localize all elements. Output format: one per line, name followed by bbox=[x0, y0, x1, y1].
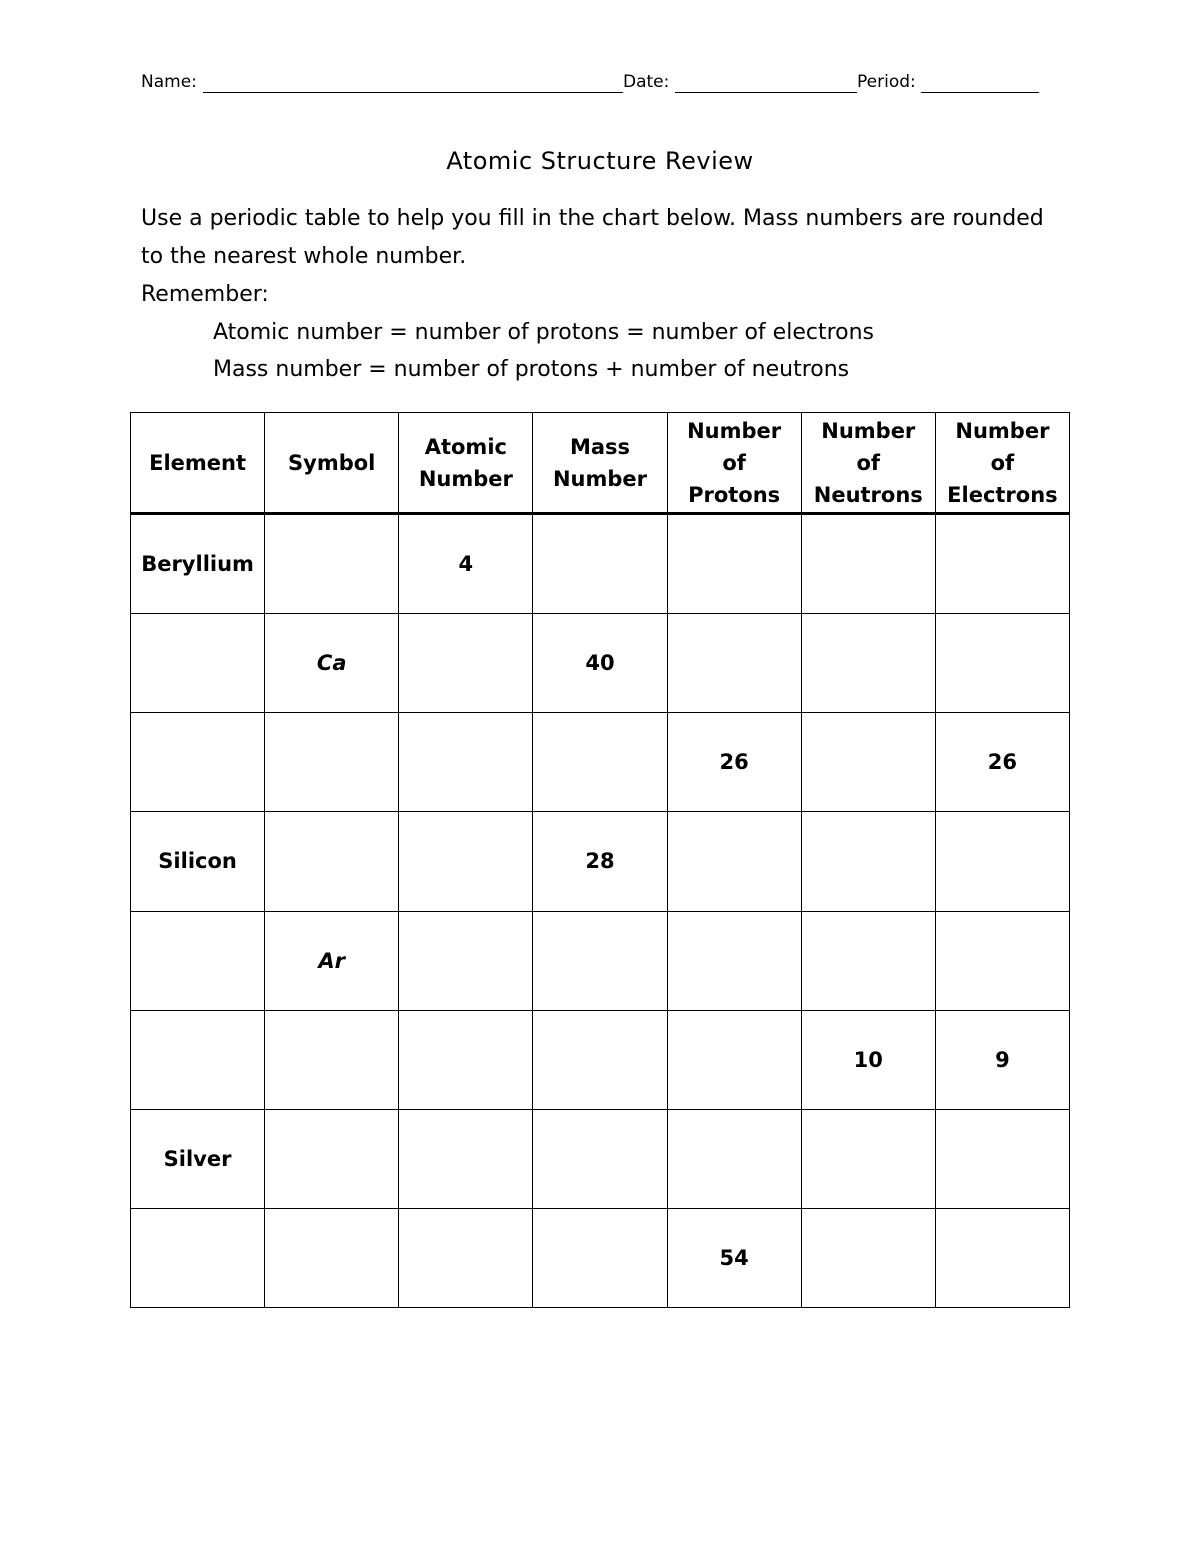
cell-symbol[interactable]: Ca bbox=[265, 614, 399, 713]
cell-symbol[interactable]: Ar bbox=[265, 911, 399, 1010]
cell-neutrons[interactable] bbox=[801, 713, 935, 812]
cell-protons[interactable] bbox=[667, 1010, 801, 1109]
cell-element[interactable] bbox=[131, 1010, 265, 1109]
table-row bbox=[131, 514, 1070, 614]
cell-protons[interactable] bbox=[667, 911, 801, 1010]
table-row bbox=[131, 812, 1070, 911]
cell-mass-number[interactable]: 28 bbox=[533, 812, 667, 911]
cell-neutrons[interactable] bbox=[801, 911, 935, 1010]
cell-mass-number[interactable] bbox=[533, 713, 667, 812]
date-label: Date: bbox=[623, 72, 670, 92]
cell-symbol[interactable] bbox=[265, 812, 399, 911]
cell-element[interactable]: Silicon bbox=[131, 812, 265, 911]
cell-atomic-number[interactable]: 4 bbox=[399, 514, 533, 614]
header-atomic-number: Atomic Number bbox=[399, 413, 533, 514]
cell-mass-number[interactable] bbox=[533, 1109, 667, 1208]
table-header-row bbox=[131, 413, 1070, 514]
cell-element[interactable]: Silver bbox=[131, 1109, 265, 1208]
cell-element[interactable] bbox=[131, 1208, 265, 1307]
header-element: Element bbox=[131, 413, 265, 514]
cell-atomic-number[interactable] bbox=[399, 614, 533, 713]
cell-element[interactable] bbox=[131, 713, 265, 812]
cell-electrons[interactable] bbox=[935, 1109, 1069, 1208]
cell-electrons[interactable] bbox=[935, 514, 1069, 614]
cell-symbol[interactable] bbox=[265, 1010, 399, 1109]
cell-protons[interactable]: 54 bbox=[667, 1208, 801, 1307]
cell-atomic-number[interactable] bbox=[399, 812, 533, 911]
header-protons: Number of Protons bbox=[667, 413, 801, 514]
cell-symbol[interactable] bbox=[265, 1109, 399, 1208]
rule-atomic-number: Atomic number = number of protons = number of electrons bbox=[213, 320, 874, 345]
cell-symbol[interactable] bbox=[265, 1208, 399, 1307]
header-neutrons: Number of Neutrons bbox=[801, 413, 935, 514]
cell-neutrons[interactable] bbox=[801, 1208, 935, 1307]
cell-neutrons[interactable]: 10 bbox=[801, 1010, 935, 1109]
cell-electrons[interactable]: 9 bbox=[935, 1010, 1069, 1109]
header-electrons: Number of Electrons bbox=[935, 413, 1069, 514]
cell-symbol[interactable] bbox=[265, 713, 399, 812]
instruction-line-2: to the nearest whole number. bbox=[141, 244, 467, 269]
cell-neutrons[interactable] bbox=[801, 614, 935, 713]
cell-mass-number[interactable] bbox=[533, 1010, 667, 1109]
cell-electrons[interactable] bbox=[935, 911, 1069, 1010]
cell-electrons[interactable] bbox=[935, 1208, 1069, 1307]
table-row bbox=[131, 713, 1070, 812]
student-info-line bbox=[141, 72, 1041, 96]
cell-element[interactable] bbox=[131, 911, 265, 1010]
cell-element[interactable]: Beryllium bbox=[131, 514, 265, 614]
page-title: Atomic Structure Review bbox=[446, 147, 754, 175]
period-blank[interactable] bbox=[921, 92, 1039, 93]
cell-protons[interactable] bbox=[667, 812, 801, 911]
remember-label: Remember: bbox=[141, 282, 269, 307]
table-row bbox=[131, 1109, 1070, 1208]
table-row bbox=[131, 911, 1070, 1010]
period-label: Period: bbox=[857, 72, 916, 92]
cell-mass-number[interactable] bbox=[533, 1208, 667, 1307]
name-blank[interactable] bbox=[203, 92, 623, 93]
cell-protons[interactable]: 26 bbox=[667, 713, 801, 812]
cell-atomic-number[interactable] bbox=[399, 713, 533, 812]
table-row bbox=[131, 614, 1070, 713]
cell-atomic-number[interactable] bbox=[399, 1109, 533, 1208]
cell-atomic-number[interactable] bbox=[399, 911, 533, 1010]
table-row bbox=[131, 1010, 1070, 1109]
header-mass-number: Mass Number bbox=[533, 413, 667, 514]
cell-neutrons[interactable] bbox=[801, 812, 935, 911]
cell-protons[interactable] bbox=[667, 514, 801, 614]
cell-electrons[interactable]: 26 bbox=[935, 713, 1069, 812]
cell-atomic-number[interactable] bbox=[399, 1010, 533, 1109]
cell-atomic-number[interactable] bbox=[399, 1208, 533, 1307]
cell-protons[interactable] bbox=[667, 1109, 801, 1208]
header-symbol: Symbol bbox=[265, 413, 399, 514]
cell-mass-number[interactable] bbox=[533, 514, 667, 614]
name-label: Name: bbox=[141, 72, 197, 92]
cell-mass-number[interactable]: 40 bbox=[533, 614, 667, 713]
cell-electrons[interactable] bbox=[935, 614, 1069, 713]
cell-electrons[interactable] bbox=[935, 812, 1069, 911]
date-blank[interactable] bbox=[675, 92, 857, 93]
atomic-structure-table bbox=[130, 412, 1070, 1308]
cell-symbol[interactable] bbox=[265, 514, 399, 614]
instruction-line-1: Use a periodic table to help you fill in the chart below. Mass numbers are rounded bbox=[141, 206, 1044, 231]
table-row bbox=[131, 1208, 1070, 1307]
cell-mass-number[interactable] bbox=[533, 911, 667, 1010]
cell-neutrons[interactable] bbox=[801, 514, 935, 614]
cell-element[interactable] bbox=[131, 614, 265, 713]
cell-neutrons[interactable] bbox=[801, 1109, 935, 1208]
cell-protons[interactable] bbox=[667, 614, 801, 713]
rule-mass-number: Mass number = number of protons + number of neutrons bbox=[213, 357, 850, 382]
